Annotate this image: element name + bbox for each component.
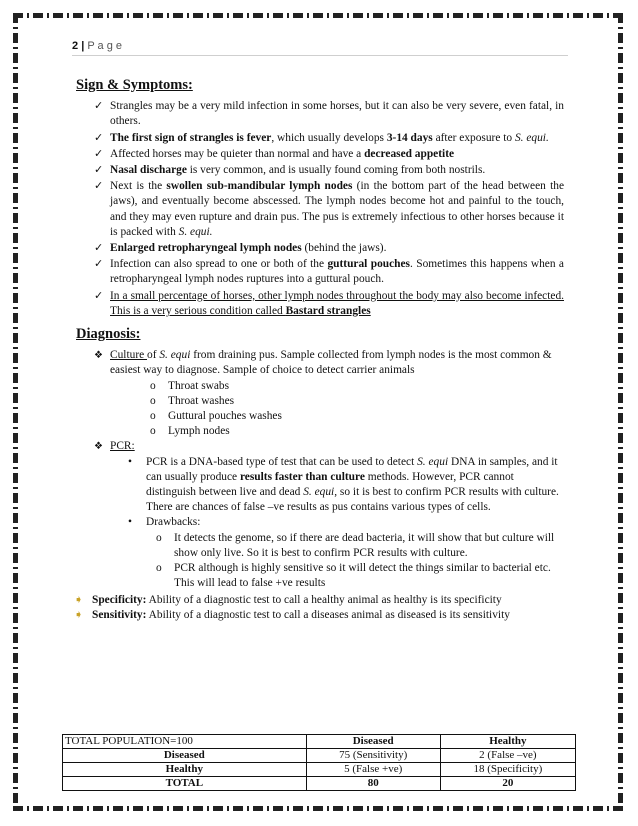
page-label: P a g e <box>87 40 122 52</box>
list-item: o Throat washes <box>150 394 564 409</box>
checkmark-icon: ✓ <box>94 180 104 193</box>
table-row <box>63 763 576 777</box>
table-header-row <box>63 735 576 749</box>
table-header-cell: Healthy <box>440 735 575 749</box>
contingency-table <box>62 734 576 791</box>
circle-bullet-icon: o <box>156 562 162 575</box>
pcr-list <box>110 455 564 592</box>
list-item: ✓ The first sign of strangles is fever, which usually develops 3-14 days after exposure to S. equi. <box>94 131 564 146</box>
border-top <box>13 13 623 18</box>
table-cell: Healthy <box>63 763 307 777</box>
table-header-cell: TOTAL POPULATION=100 <box>63 735 307 749</box>
definition-list <box>76 593 564 623</box>
checkmark-icon: ✓ <box>94 100 104 113</box>
circle-bullet-icon: o <box>156 531 162 544</box>
page-number: 2 <box>72 40 79 52</box>
signs-heading: Sign & Symptoms: <box>76 77 193 93</box>
list-item: o Guttural pouches washes <box>150 409 564 424</box>
dot-bullet-icon: • <box>128 516 132 529</box>
checkmark-icon: ✓ <box>94 289 104 302</box>
table-cell: Diseased <box>63 749 307 763</box>
table-cell: 2 (False –ve) <box>440 749 575 763</box>
circle-bullet-icon: o <box>150 379 156 392</box>
list-item: o Throat swabs <box>150 379 564 394</box>
table-cell: 5 (False +ve) <box>306 763 440 777</box>
list-item: o PCR although is highly sensitive so it will detect the things similar to bacterial etc. This will lead to false +ve results <box>156 562 551 590</box>
list-item: • Drawbacks: o It detects the genome, so if there are dead bacteria, it will show that but culture will show only live. So it is best to confirm PCR results with culture. o PCR although is highly sensitive so it will detect the things similar to bacterial etc. This will lead to false +ve results <box>128 515 564 591</box>
sample-list <box>110 379 564 440</box>
diamond-bullet-icon: ❖ <box>94 441 103 453</box>
list-item: ✓ Enlarged retropharyngeal lymph nodes (behind the jaws). <box>94 241 564 256</box>
checkmark-icon: ✓ <box>94 258 104 271</box>
document-body <box>76 78 564 623</box>
diamond-bullet-icon: ❖ <box>94 350 103 362</box>
border-right <box>618 13 623 811</box>
checkmark-icon: ✓ <box>94 147 104 160</box>
list-item: ✓ Strangles may be a very mild infection in some horses, but it can also be very severe, even fatal, in others. <box>94 100 564 128</box>
arrow-bullet-icon: ➧ <box>74 593 84 606</box>
checkmark-icon: ✓ <box>94 131 104 144</box>
list-item: ➧ Sensitivity: Ability of a diagnostic test to call a diseases animal as diseased is its sensitivity <box>74 608 564 623</box>
list-item: ✓ Affected horses may be quieter than normal and have a decreased appetite <box>94 147 564 162</box>
table-header-cell: Diseased <box>306 735 440 749</box>
circle-bullet-icon: o <box>150 410 156 423</box>
list-item: • PCR is a DNA-based type of test that can be used to detect S. equi DNA in samples, and it can usually produce results faster than culture methods. However, PCR cannot distinguish between live and dead S. equi, so it is best to confirm PCR results with culture. There are chances of false –ve results as pus contains various types of cells. <box>128 455 559 514</box>
table-cell: TOTAL <box>63 777 307 791</box>
checkmark-icon: ✓ <box>94 242 104 255</box>
list-item: o It detects the genome, so if there are dead bacteria, it will show that but culture will show only live. So it is best to confirm PCR results with culture. <box>156 531 555 559</box>
header-separator: | <box>81 40 85 52</box>
table-cell: 80 <box>306 777 440 791</box>
list-item: ✓ Nasal discharge is very common, and is usually found coming from both nostrils. <box>94 163 564 178</box>
list-item: ✓ Next is the swollen sub-mandibular lymph nodes (in the bottom part of the head between the jaws), and eventually become abscessed. The lymph nodes become hot and painful to the touch, and they may even rupture and drain pus. The pus is extremely infectious to other horses because it is packed with S. equi. <box>94 180 565 238</box>
list-item-pcr: ❖ PCR: • PCR is a DNA-based type of test that can be used to detect S. equi DNA in samples, and it can usually produce results faster than culture methods. However, PCR cannot distinguish between live and dead S. equi, so it is best to confirm PCR results with culture. There are chances of false –ve results as pus contains various types of cells. • Drawbacks: o It detects the genome, so if there are dead bacteria, it will show that but culture will show only live. So it is best to confirm PCR results with culture. o PCR although is highly sensitive so it will detect the things similar to bacterial etc. This will lead to false +ve results <box>94 439 564 591</box>
page-header <box>72 40 568 56</box>
table-cell: 18 (Specificity) <box>440 763 575 777</box>
diagnosis-heading: Diagnosis: <box>76 326 141 343</box>
list-item: o Lymph nodes <box>150 424 564 439</box>
list-item: ✓ Infection can also spread to one or both of the guttural pouches. Sometimes this happens when a retropharyngeal lymph nodes ruptures into a guttural pouch. <box>94 258 564 286</box>
table-cell: 20 <box>440 777 575 791</box>
table-row <box>63 749 576 763</box>
table-cell: 75 (Sensitivity) <box>306 749 440 763</box>
table-row <box>63 777 576 791</box>
list-item: ✓ In a small percentage of horses, other lymph nodes throughout the body may also become infected. This is a very serious condition called Bastard strangles <box>94 289 564 317</box>
arrow-bullet-icon: ➧ <box>74 608 84 621</box>
drawbacks-list <box>146 531 564 592</box>
signs-list <box>76 99 564 319</box>
dot-bullet-icon: • <box>128 455 132 468</box>
list-item: ➧ Specificity: Ability of a diagnostic test to call a healthy animal as healthy is its specificity <box>74 593 564 608</box>
list-item-culture: ❖ Culture of S. equi from draining pus. Sample collected from lymph nodes is the most common & easiest way to diagnose. Sample of choice to detect carrier animals o Throat swabs o Throat washes o Guttural pouches washes o Lymph nodes <box>94 348 564 439</box>
border-left <box>13 13 18 811</box>
checkmark-icon: ✓ <box>94 164 104 177</box>
circle-bullet-icon: o <box>150 394 156 407</box>
circle-bullet-icon: o <box>150 425 156 438</box>
diagnosis-list <box>76 348 564 591</box>
border-bottom <box>13 806 623 811</box>
